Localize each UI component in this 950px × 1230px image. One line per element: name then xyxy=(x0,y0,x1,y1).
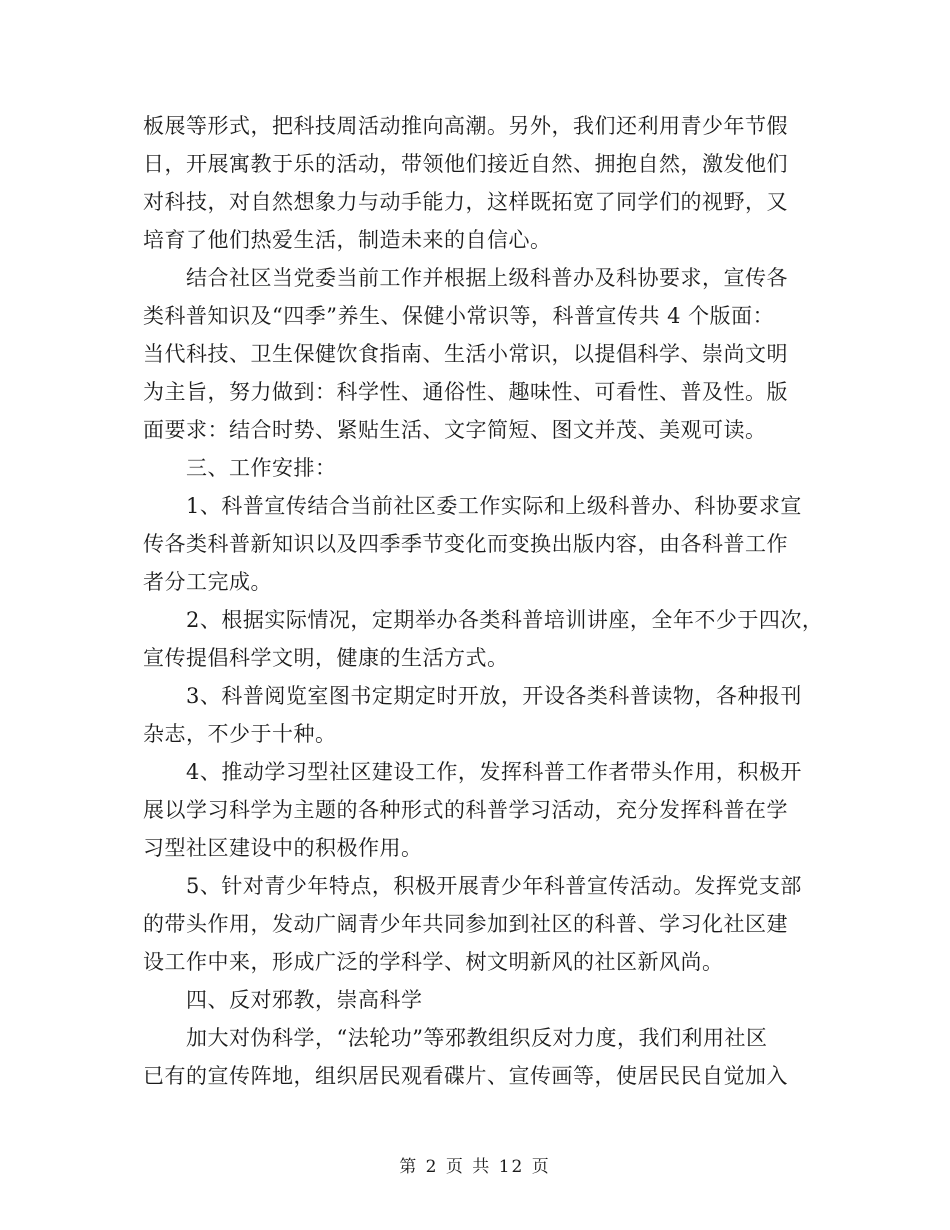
text-line: 1、科普宣传结合当前社区委工作实际和上级科普办、科协要求宣 xyxy=(143,494,802,518)
text-line: 培育了他们热爱生活，制造未来的自信心。 xyxy=(143,228,552,252)
text-line: 当代科技、卫生保健饮食指南、生活小常识，以提倡科学、崇尚文明 xyxy=(143,342,788,366)
text-line: 对科技，对自然想象力与动手能力，这样既拓宽了同学们的视野，又 xyxy=(143,190,788,214)
text-line: 加大对伪科学，“法轮功”等邪教组织反对力度，我们利用社区 xyxy=(143,1026,768,1050)
text-line: 为主旨，努力做到：科学性、通俗性、趣味性、可看性、普及性。版 xyxy=(143,380,788,404)
page-number-footer: 第 2 页 共 12 页 xyxy=(399,1157,551,1177)
text-line: 类科普知识及“四季”养生、保健小常识等，科普宣传共 4 个版面： xyxy=(143,304,775,328)
text-line: 展以学习科学为主题的各种形式的科普学习活动，充分发挥科普在学 xyxy=(143,798,788,822)
text-line: 结合社区当党委当前工作并根据上级科普办及科协要求，宣传各 xyxy=(143,266,788,290)
text-line: 杂志，不少于十种。 xyxy=(143,722,337,746)
text-line: 日，开展寓教于乐的活动，带领他们接近自然、拥抱自然，激发他们 xyxy=(143,152,788,176)
text-line: 5、针对青少年特点，积极开展青少年科普宣传活动。发挥党支部 xyxy=(143,874,802,898)
text-line: 传各类科普新知识以及四季季节变化而变换出版内容，由各科普工作 xyxy=(143,532,788,556)
text-line: 宣传提倡科学文明，健康的生活方式。 xyxy=(143,646,509,670)
text-line: 习型社区建设中的积极作用。 xyxy=(143,836,423,860)
section-heading: 三、工作安排： xyxy=(143,456,337,480)
text-line: 板展等形式，把科技周活动推向高潮。另外，我们还利用青少年节假 xyxy=(143,114,788,138)
text-line: 4、推动学习型社区建设工作，发挥科普工作者带头作用，积极开 xyxy=(143,760,802,784)
text-line: 面要求：结合时势、紧贴生活、文字简短、图文并茂、美观可读。 xyxy=(143,418,767,442)
text-line: 2、根据实际情况，定期举办各类科普培训讲座，全年不少于四次， xyxy=(143,608,824,632)
section-heading: 四、反对邪教，崇高科学 xyxy=(143,988,423,1012)
text-line: 3、科普阅览室图书定期定时开放，开设各类科普读物，各种报刊 xyxy=(143,684,802,708)
text-line: 设工作中来，形成广泛的学科学、树文明新风的社区新风尚。 xyxy=(143,950,724,974)
text-line: 已有的宣传阵地，组织居民观看碟片、宣传画等，使居民民自觉加入 xyxy=(143,1064,788,1088)
text-line: 者分工完成。 xyxy=(143,570,272,594)
text-line: 的带头作用，发动广阔青少年共同参加到社区的科普、学习化社区建 xyxy=(143,912,788,936)
